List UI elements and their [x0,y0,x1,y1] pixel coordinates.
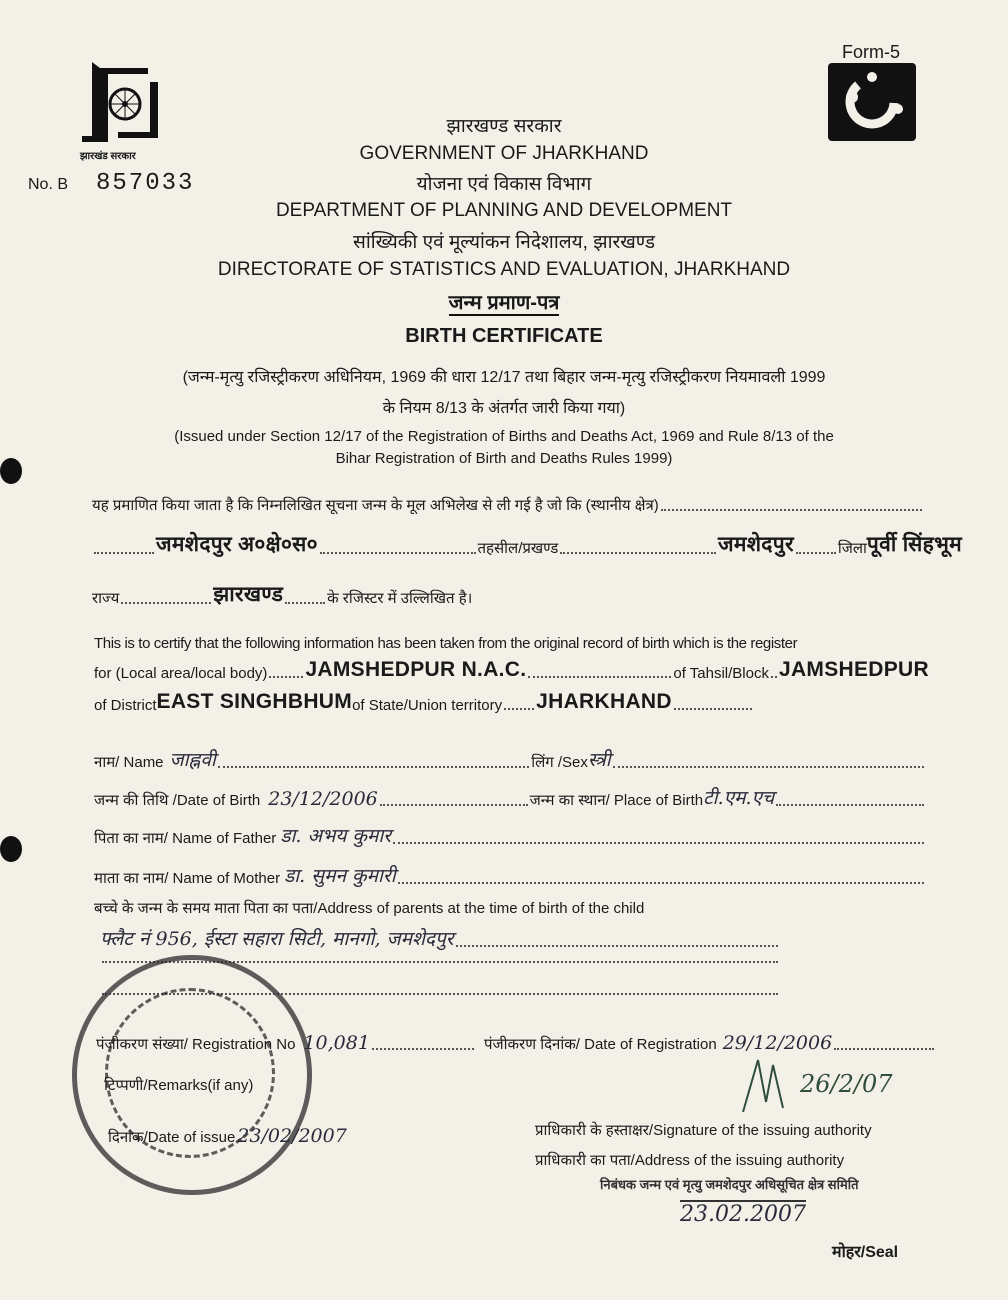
address-label: बच्चे के जन्म के समय माता पिता का पता/Address of parents at the time of birth of the child [94,900,645,917]
legal-hindi-line1: (जन्म-मृत्यु रजिस्ट्रीकरण अधिनियम, 1969 की धारा 12/17 तथा बिहार जन्म-मृत्यु रजिस्ट्रीकरण नियमावली 1999 [182,369,826,386]
dob-value: 23/12/2006 [268,788,378,810]
hindi-tahsil: जमशेदपुर [717,533,794,556]
legal-english-line2: Bihar Registration of Birth and Deaths Rules 1999) [335,450,673,467]
hindi-tahsil-label: तहसील/प्रखण्ड [477,540,559,557]
registration-date-label: पंजीकरण दिनांक/ Date of Registration [484,1036,717,1053]
certificate-title-hindi: जन्म प्रमाण-पत्र [448,292,560,314]
serial-number: 857033 [96,170,195,197]
emblem-caption: झारखंड सरकार [80,151,136,162]
serial-prefix: No. B [28,176,69,193]
govt-title: GOVERNMENT OF JHARKHAND [359,143,649,164]
pob-value: टी.एम.एच [703,787,775,809]
father-label: पिता का नाम/ Name of Father [94,830,277,847]
name-value: जाह्नवी [169,749,216,771]
certificate-title: BIRTH CERTIFICATE [405,325,603,347]
govt-title-hindi: झारखण्ड सरकार [446,116,562,137]
issue-date-value: 23/02/2007 [237,1125,347,1147]
punch-hole [0,836,22,862]
mother-value: डा. सुमन कुमारी [284,865,396,887]
hindi-cert-intro: यह प्रमाणित किया जाता है कि निम्नलिखित सूचना जन्म के मूल अभिलेख से ली गई है जो कि (स्थानीय क्षेत्र) [92,497,659,514]
hindi-register-suffix: के रजिस्टर में उल्लिखित है। [327,590,473,607]
remarks-label: टिप्पणी/Remarks(if any) [104,1077,254,1094]
registration-no-label: पंजीकरण संख्या/ Registration No [96,1036,296,1053]
authority-address-label: प्राधिकारी का पता/Address of the issuing authority [535,1152,845,1169]
english-state-label: of State/Union territory [352,697,503,714]
english-local-area: JAMSHEDPUR N.A.C. [305,658,527,681]
directorate-title-hindi: सांख्यिकी एवं मूल्यांकन निदेशालय, झारखण्ड [352,232,655,253]
english-state: JHARKHAND [536,690,672,713]
english-local-label: for (Local area/local body) [94,665,268,682]
hindi-district: पूर्वी सिंहभूम [866,533,963,556]
legal-hindi-line2: के नियम 8/13 के अंतर्गत जारी किया गया) [382,400,626,417]
authority-signature-label: प्राधिकारी के हस्ताक्षर/Signature of the issuing authority [535,1122,872,1139]
pob-label: जन्म का स्थान/ Place of Birth [529,792,704,809]
seal-label: मोहर/Seal [832,1244,899,1261]
authority-signature [738,1050,798,1121]
issue-date-label: दिनांक/Date of issue [108,1129,236,1146]
directorate-title: DIRECTORATE OF STATISTICS AND EVALUATION, JHARKHAND [217,259,791,280]
english-district-label: of District [94,697,157,714]
dept-title-hindi: योजना एवं विकास विभाग [416,174,592,195]
english-cert-intro: This is to certify that the following information has been taken from the original record of birth which is the register [94,635,798,652]
stamp-date: 23.02.2007 [680,1202,806,1227]
hindi-local-area: जमशेदपुर अ०क्षे०स० [156,533,318,556]
address-value: फ्लैट नं 956, ईस्टा सहारा सिटी, मानगो, जमशेदपुर [100,928,454,950]
signature-date: 26/2/07 [800,1070,893,1098]
sex-value: स्त्री [587,749,611,771]
mother-label: माता का नाम/ Name of Mother [94,870,281,887]
english-tahsil-label: of Tahsil/Block [673,665,769,682]
registration-date-value: 29/12/2006 [722,1032,833,1054]
authority-rubber-stamp: निबंधक जन्म एवं मृत्यु जमशेदपुर अधिसूचित क्षेत्र समिति [600,1177,859,1192]
father-value: डा. अभय कुमार [280,825,392,847]
english-district: EAST SINGHBHUM [156,690,353,713]
english-tahsil: JAMSHEDPUR [778,658,929,681]
sex-label: लिंग /Sex [531,754,588,771]
registration-no-value: 10,081 [303,1032,370,1054]
dept-title: DEPARTMENT OF PLANNING AND DEVELOPMENT [275,200,733,221]
hindi-state-label: राज्य [92,590,120,607]
legal-english-line1: (Issued under Section 12/17 of the Registration of Births and Deaths Act, 1969 and Rule 8/13 of the [174,428,834,445]
dob-label: जन्म की तिथि /Date of Birth [94,792,261,809]
hindi-state: झारखण्ड [213,583,284,606]
form-label: Form-5 [842,42,900,62]
hindi-district-label: जिला [837,540,867,557]
name-label: नाम/ Name [94,754,164,771]
